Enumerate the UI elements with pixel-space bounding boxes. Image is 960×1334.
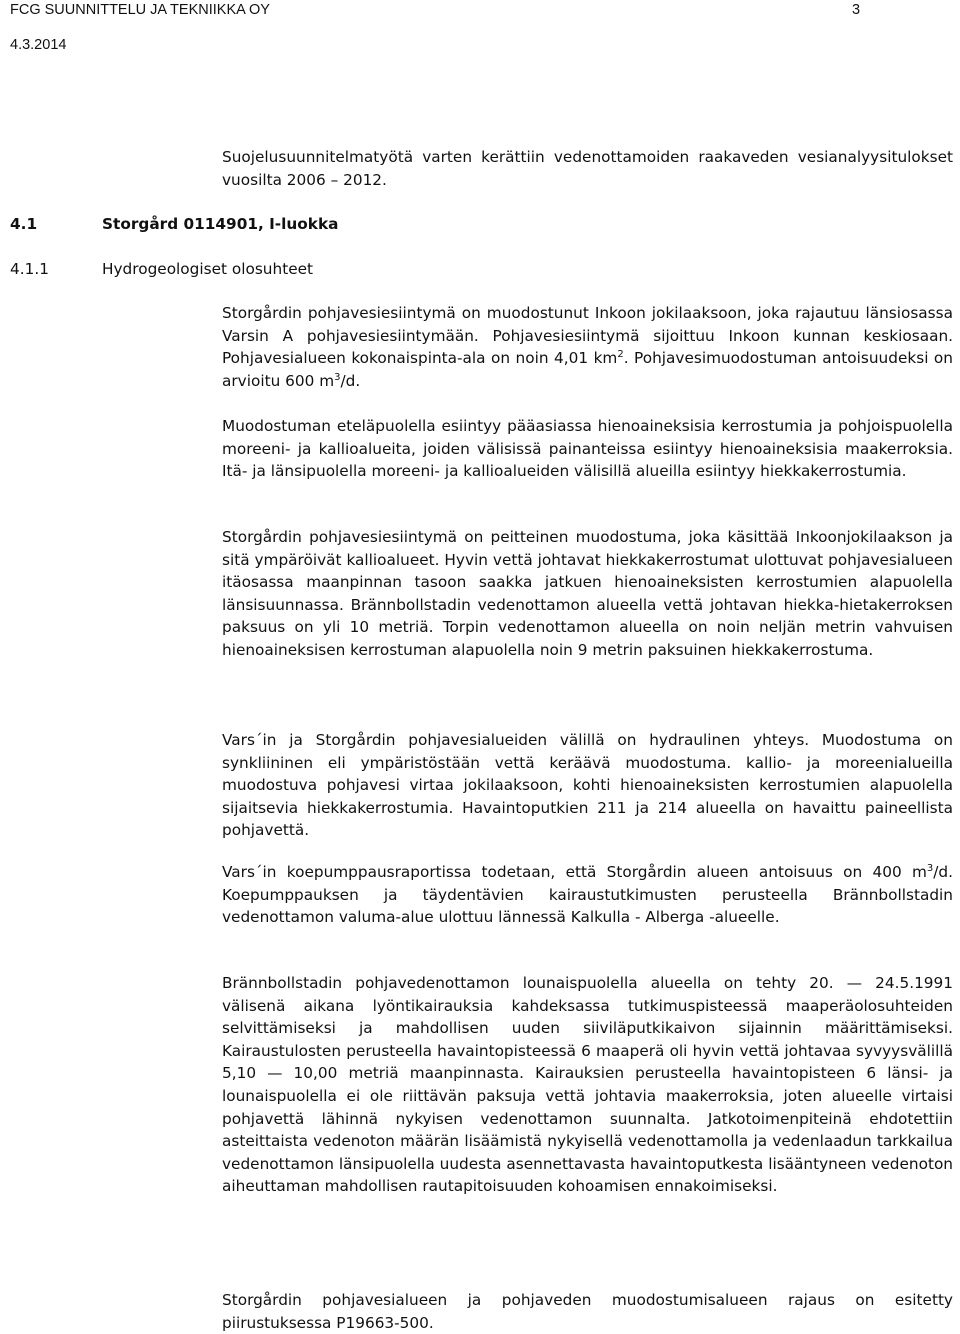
paragraph-3: Storgårdin pohjavesiesiintymä on peitteinen muodostuma, joka käsittää Inkoonjokilaakson ja sitä ympäröivät kallioalueet. Hyvin vettä johtavat hiekkakerrostumat ulottuvat pohjavesialueen itäosassa maanpinnan tasoon saakka jatkuen hienoaineksisten kerrostumien alapuolella länsisuunnassa. Brännbollstadin vedenottamon alueella vettä johtavan hiekka-hietakerroksen paksuus on yli 10 metriä. Torpin vedenottamon alueella on noin neljän metrin vahvuisen hienoaineksisen kerrostuman alapuolella noin 9 metrin paksuinen hiekkakerrostuma.	[222, 528, 953, 659]
paragraph-6: Brännbollstadin pohjavedenottamon lounaispuolella alueella on tehty 20. — 24.5.1991 välisenä aikana lyöntikairauksia kahdeksassa tutkimuspisteessä maaperäolosuhteiden selvittämiseksi ja mahdollisen uuden siiviläputkikaivon sijainnin määrittämiseksi. Kairaustulosten perusteella havaintopisteessä 6 maaperä oli hyvin vettä johtavaa syvyysvälillä 5,10 — 10,00 metriä maanpinnasta. Kairauksien perusteella havaintopisteen 6 länsi- ja lounaispuolella ei ole riittävän paksuja vettä johtavia maakerroksia, joten alueelle virtaisi pohjavettä lähinnä nykyisen vedenottamon suunnalta. Jatkotoimenpiteinä ehdotettiin asteittaista vedenoton määrän lisäämistä nykyisellä vedenottamolla ja vedenlaadun tarkkailua vedenottamon länsipuolella uudesta asennettavasta havaintoputkesta lisääntyneen vedenoton aiheuttaman mahdollisen rautapitoisuuden kohoamisen ennakoimiseksi.	[222, 974, 953, 1196]
intro-paragraph: Suojelusuunnitelmatyötä varten kerättiin vedenottamoiden raakaveden vesianalyysitulokset vuosilta 2006 – 2012.	[222, 148, 953, 189]
subsection-title: Hydrogeologiset olosuhteet	[102, 260, 314, 278]
subsection-number: 4.1.1	[10, 260, 49, 278]
subsection-heading	[10, 258, 313, 280]
section-title: Storgård 0114901, I-luokka	[102, 215, 339, 233]
company-name: FCG SUUNNITTELU JA TEKNIIKKA OY	[10, 2, 270, 18]
paragraph-1-sup-2: 3	[334, 371, 341, 383]
paragraph-4: Vars´in ja Storgårdin pohjavesialueiden välillä on hydraulinen yhteys. Muodostuma on synkliininen eli ympäristöstään vettä keräävä muodostuma. kallio- ja moreenialueilla muodostuva pohjavesi virtaa jokilaaksoon, kohti hienoaineksisten kerrostumien alapuolella sijaitsevia hiekkakerrostumia. Havaintoputkien 211 ja 214 alueella on havaittu paineellista pohjavettä.	[222, 731, 953, 840]
paragraph-5-sup: 3	[926, 862, 934, 874]
section-number: 4.1	[10, 215, 38, 233]
paragraph-7: Storgårdin pohjavesialueen ja pohjaveden muodostumisalueen rajaus on esitetty piirustuksessa P19663-500.	[222, 1291, 953, 1332]
paragraph-2: Muodostuman eteläpuolella esiintyy pääasiassa hienoaineksisia kerrostumia ja pohjoispuolella moreeni- ja kallioalueita, joiden välisissä painanteissa esiintyy hienoaineksisia maakerroksia. Itä- ja länsipuolella moreeni- ja kallioalueiden välisillä alueilla esiintyy hiekkakerrostumia.	[222, 417, 953, 481]
section-heading	[10, 213, 338, 235]
paragraph-1-sup-1: 2	[617, 349, 624, 361]
page-number: 3	[852, 2, 861, 18]
document-date: 4.3.2014	[10, 37, 67, 53]
paragraph-1-text-c: /d.	[340, 371, 361, 390]
paragraph-5	[222, 861, 953, 929]
paragraph-1	[222, 302, 953, 392]
paragraph-1-text-b: . Pohjavesimuodostuman antoisuudeksi on arvioitu 600 m	[222, 349, 953, 390]
paragraph-5-text-b: /d. Koepumppauksen ja täydentävien kairaustutkimusten perusteella Brännbollstadin vedenottamon valuma-alue ulottuu lännessä Kalkulla - Alberga -alueelle.	[222, 863, 953, 927]
paragraph-1-text-a: Storgårdin pohjavesiesiintymä on muodostunut Inkoon jokilaaksoon, joka rajautuu länsiosassa Varsin A pohjavesiesiintymään. Pohjavesiesiintymä sijoittuu Inkoon kunnan keskiosaan. Pohjavesialueen kokonaispinta-ala on noin 4,01 km	[222, 304, 953, 368]
paragraph-5-text-a: Vars´in koepumppausraportissa todetaan, että Storgårdin alueen antoisuus on 400 m	[222, 863, 927, 881]
